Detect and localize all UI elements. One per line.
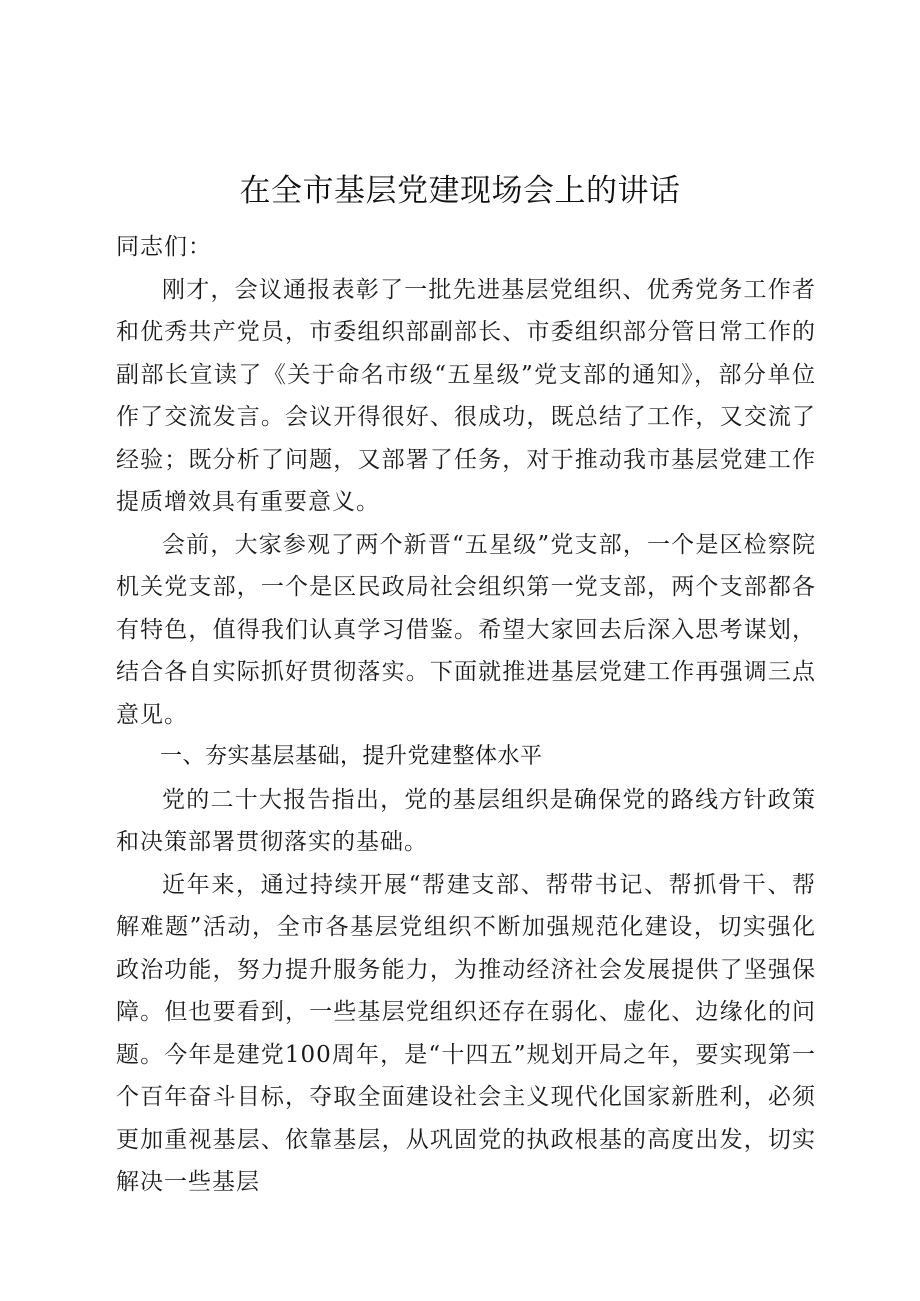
document-body [116,226,816,1204]
paragraph-opening: 刚才，会议通报表彰了一批先进基层党组织、优秀党务工作者和优秀共产党员，市委组织部副部长、市委组织部分管日常工作的副部长宣读了《关于命名市级“五星级”党支部的通知》，部分单位作了交流发言。会议开得很好、很成功，既总结了工作，又交流了经验；既分析了问题，又部署了任务，对于推动我市基层党建工作提质增效具有重要意义。 [116,276,816,515]
document-title: 在全市基层党建现场会上的讲话 [239,173,681,209]
salutation: 同志们： [116,234,212,260]
paragraph-recent-years: 近年来，通过持续开展“帮建支部、帮带书记、帮抓骨干、帮解难题”活动，全市各基层党组织不断加强规范化建设，切实强化政治功能，努力提升服务能力，为推动经济社会发展提供了坚强保障。但也要看到，一些基层党组织还存在弱化、虚化、边缘化的问题。今年是建党100周年，是“十四五”规划开局之年，要实现第一个百年奋斗目标，夺取全面建设社会主义现代化国家新胜利，必须更加重视基层、依靠基层，从巩固党的执政根基的高度出发，切实解决一些基层 [116,871,816,1195]
paragraph-visit: 会前，大家参观了两个新晋“五星级”党支部，一个是区检察院机关党支部，一个是区民政局社会组织第一党支部，两个支部都各有特色，值得我们认真学习借鉴。希望大家回去后深入思考谋划，结合各自实际抓好贯彻落实。下面就推进基层党建工作再强调三点意见。 [116,531,816,728]
section-heading-1: 一、夯实基层基础，提升党建整体水平 [160,744,543,769]
paragraph-report-quote: 党的二十大报告指出，党的基层组织是确保党的路线方针政策和决策部署贯彻落实的基础。 [116,786,816,855]
